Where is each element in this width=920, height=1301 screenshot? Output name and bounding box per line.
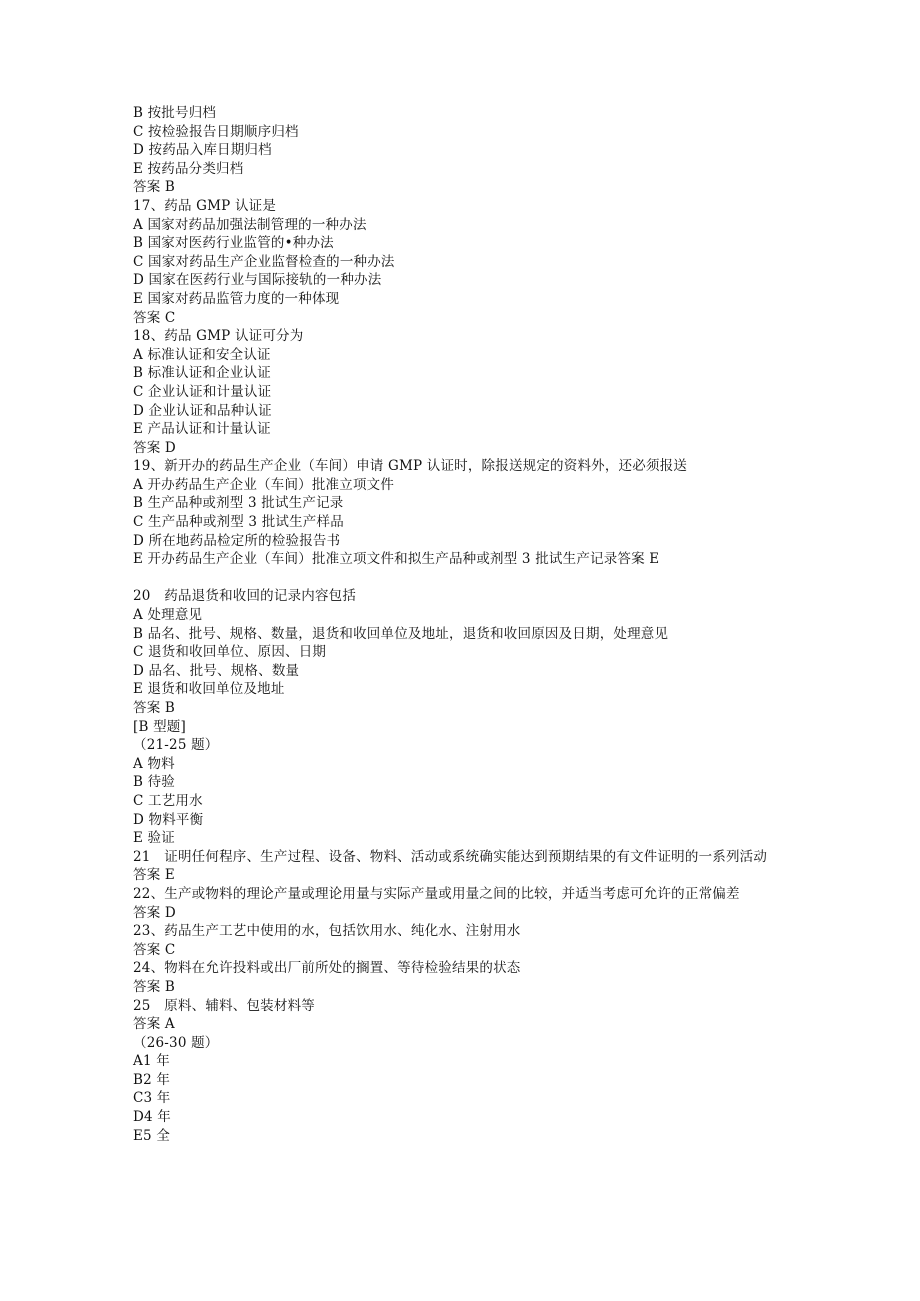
- answer-16: 答案 B: [133, 179, 176, 196]
- q19-option-c: C 生产品种或剂型 3 批试生产样品: [133, 514, 344, 531]
- q19-option-a: A 开办药品生产企业（车间）批准立项文件: [133, 476, 395, 493]
- q18-option-e: E 产品认证和计量认证: [133, 421, 271, 438]
- option-c-line: C 按检验报告日期顺序归档: [133, 123, 299, 140]
- q20-option-a: A 处理意见: [133, 607, 203, 624]
- question-22: 22、生产或物料的理论产量或理论用量与实际产量或用量之间的比较，并适当考虑可允许的正常偏差: [133, 885, 740, 902]
- question-21: 21 证明任何程序、生产过程、设备、物料、活动或系统确实能达到预期结果的有文件证明的一系列活动: [133, 848, 768, 865]
- group-heading-21-25: （21-25 题）: [133, 737, 219, 754]
- q20-option-b: B 品名、批号、规格、数量，退货和收回单位及地址，退货和收回原因及日期，处理意见: [133, 625, 669, 642]
- q18-option-b: B 标准认证和企业认证: [133, 365, 271, 382]
- group2-option-c: C3 年: [133, 1090, 171, 1107]
- question-19: 19、新开办的药品生产企业（车间）申请 GMP 认证时，除报送规定的资料外，还必须报送: [133, 458, 688, 475]
- q18-option-d: D 企业认证和品种认证: [133, 402, 272, 419]
- group-heading-26-30: （26-30 题）: [133, 1034, 219, 1051]
- group2-option-b: B2 年: [133, 1071, 171, 1088]
- q17-option-d: D 国家在医药行业与国际接轨的一种办法: [133, 272, 382, 289]
- q20-option-e: E 退货和收回单位及地址: [133, 681, 285, 698]
- q17-option-e: E 国家对药品监管力度的一种体现: [133, 290, 340, 307]
- question-20: 20 药品退货和收回的记录内容包括: [133, 588, 357, 605]
- answer-23: 答案 C: [133, 941, 176, 958]
- question-17: 17、药品 GMP 认证是: [133, 197, 277, 214]
- answer-24: 答案 B: [133, 978, 176, 995]
- shared-option-a: A 物料: [133, 755, 175, 772]
- answer-17: 答案 C: [133, 309, 176, 326]
- q20-option-d: D 品名、批号、规格、数量: [133, 662, 300, 679]
- option-d-line: D 按药品入库日期归档: [133, 142, 272, 159]
- document-body: [133, 104, 783, 1145]
- option-e-line: E 按药品分类归档: [133, 160, 244, 177]
- question-18: 18、药品 GMP 认证可分为: [133, 328, 304, 345]
- answer-18: 答案 D: [133, 439, 176, 456]
- answer-25: 答案 A: [133, 1016, 175, 1033]
- shared-option-d: D 物料平衡: [133, 811, 204, 828]
- q19-option-d: D 所在地药品检定所的检验报告书: [133, 532, 341, 549]
- q17-option-b: B 国家对医药行业监管的•种办法: [133, 235, 334, 252]
- blank-line: [133, 569, 783, 588]
- shared-option-c: C 工艺用水: [133, 792, 203, 809]
- shared-option-b: B 待验: [133, 774, 176, 791]
- answer-21: 答案 E: [133, 867, 175, 884]
- question-23: 23、药品生产工艺中使用的水，包括饮用水、纯化水、注射用水: [133, 923, 521, 940]
- q18-option-a: A 标准认证和安全认证: [133, 346, 271, 363]
- option-b-line: B 按批号归档: [133, 105, 217, 121]
- q19-option-e-with-answer: E 开办药品生产企业（车间）批准立项文件和拟生产品种或剂型 3 批试生产记录答案 E: [133, 551, 660, 568]
- answer-22: 答案 D: [133, 904, 176, 921]
- shared-option-e: E 验证: [133, 830, 175, 847]
- section-heading-b-type: [B 型题]: [133, 718, 186, 735]
- q19-option-b: B 生产品种或剂型 3 批试生产记录: [133, 495, 344, 512]
- answer-20: 答案 B: [133, 700, 176, 716]
- q18-option-c: C 企业认证和计量认证: [133, 383, 272, 400]
- group2-option-d: D4 年: [133, 1109, 172, 1126]
- q20-option-c: C 退货和收回单位、原因、日期: [133, 644, 327, 661]
- question-24: 24、物料在允许投料或出厂前所处的搁置、等待检验结果的状态: [133, 960, 521, 977]
- q17-option-a: A 国家对药品加强法制管理的一种办法: [133, 216, 367, 233]
- question-25: 25 原料、辅料、包装材料等: [133, 997, 315, 1014]
- q17-option-c: C 国家对药品生产企业监督检查的一种办法: [133, 253, 395, 270]
- group2-option-a: A1 年: [133, 1053, 170, 1070]
- group2-option-e: E5 全: [133, 1127, 171, 1144]
